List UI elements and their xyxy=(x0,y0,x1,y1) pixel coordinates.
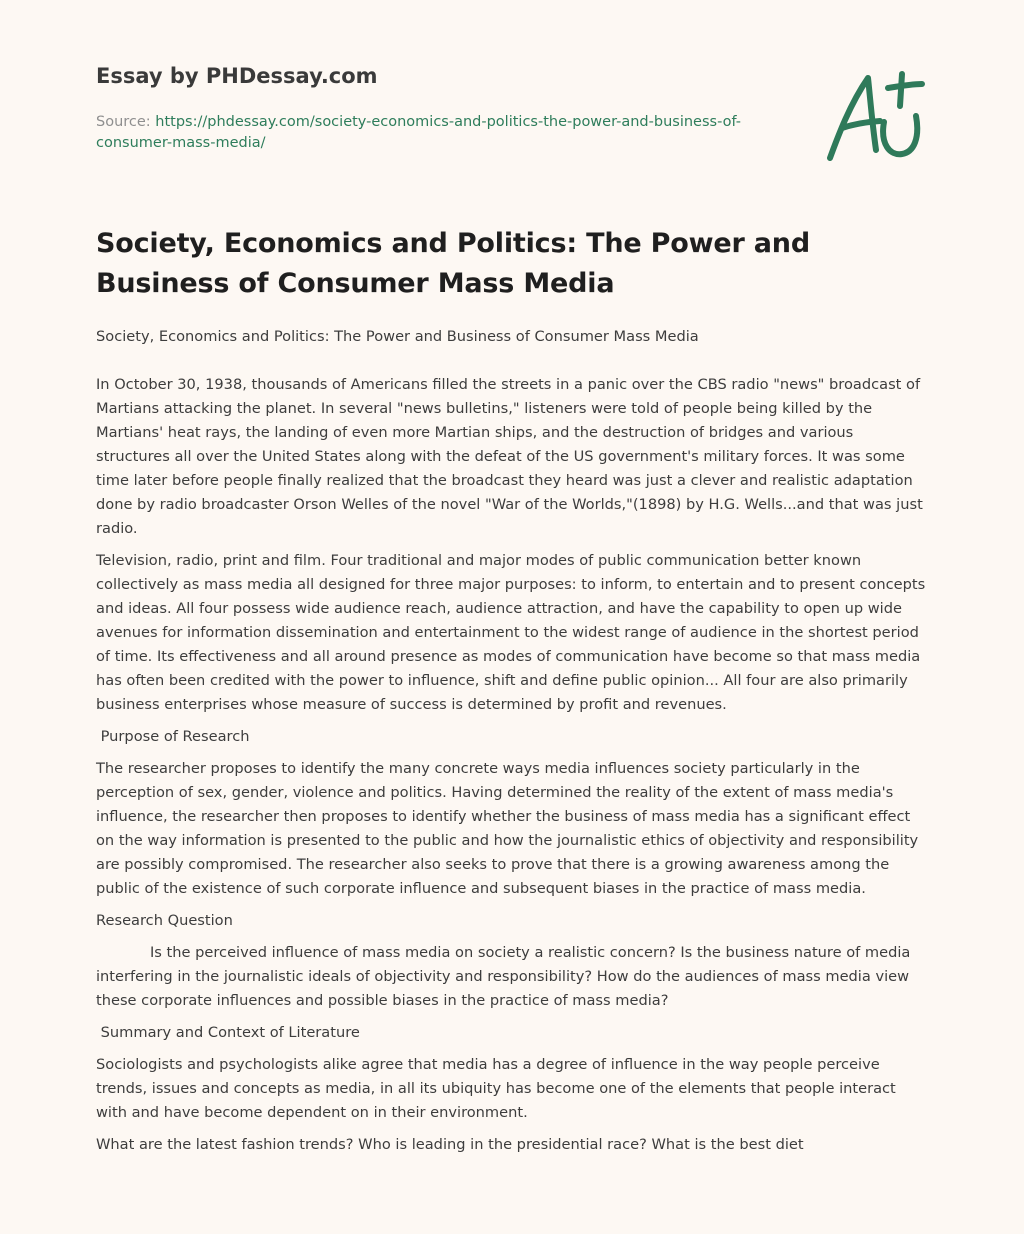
paragraph-6: What are the latest fashion trends? Who is leading in the presidential race? What is the best diet xyxy=(96,1136,804,1153)
paragraph-1: In October 30, 1938, thousands of Americans filled the streets in a panic over the CBS radio "news" broadcast of Martians attacking the planet. In several "news bulletins," listeners were told of people being killed by the Martians' heat rays, the landing of even more Martian ships, and the destruction of bridges and various structures all over the United States along with the defeat of the US government's military forces. It was some time later before people finally realized that the broadcast they heard was just a clever and realistic adaptation done by radio broadcaster Orson Welles of the novel "War of the Worlds,"(1898) by H.G. Wells...and that was just radio. xyxy=(96,376,923,537)
paragraph-3: The researcher proposes to identify the many concrete ways media influences society particularly in the perception of sex, gender, violence and politics. Having determined the reality of the extent of mass media's influence, the researcher then proposes to identify whether the business of mass media has a significant effect on the way information is presented to the public and how the journalistic ethics of objectivity and responsibility are possibly compromised. The researcher also seeks to prove that there is a growing awareness among the public of the existence of such corporate influence and subsequent biases in the practice of mass media. xyxy=(96,760,919,897)
paragraph-5: Sociologists and psychologists alike agree that media has a degree of influence in the way people perceive trends, issues and concepts as media, in all its ubiquity has become one of the elements that people interact with and have become dependent on in their environment. xyxy=(96,1056,896,1121)
paragraph-4: Is the perceived influence of mass media on society a realistic concern? Is the business nature of media interfering in the journalistic ideals of objectivity and responsibility? How do the audiences of mass media view these corporate influences and possible biases in the practice of mass media? xyxy=(96,944,911,1009)
essay-body xyxy=(96,325,928,1165)
source-label: Source: xyxy=(96,114,151,130)
essay-subtitle: Society, Economics and Politics: The Power and Business of Consumer Mass Media xyxy=(96,328,699,345)
site-brand: Essay by PHDessay.com xyxy=(96,64,378,88)
essay-title: Society, Economics and Politics: The Power and Business of Consumer Mass Media xyxy=(96,228,810,299)
heading-summary-context: Summary and Context of Literature xyxy=(96,1024,360,1041)
source-line xyxy=(96,112,776,154)
heading-purpose-of-research: Purpose of Research xyxy=(96,728,250,745)
a-plus-logo-icon xyxy=(816,66,932,166)
paragraph-2: Television, radio, print and film. Four traditional and major modes of public communication better known collectively as mass media all designed for three major purposes: to inform, to entertain and to present concepts and ideas. All four possess wide audience reach, audience attraction, and have the capability to open up wide avenues for information dissemination and entertainment to the widest range of audience in the shortest period of time. Its effectiveness and all around presence as modes of communication have become so that mass media has often been credited with the power to influence, shift and define public opinion... All four are also primarily business enterprises whose measure of success is determined by profit and revenues. xyxy=(96,552,926,713)
heading-research-question: Research Question xyxy=(96,912,233,929)
source-link[interactable]: https://phdessay.com/society-economics-and-politics-the-power-and-business-of-consumer-mass-media/ xyxy=(96,114,741,151)
